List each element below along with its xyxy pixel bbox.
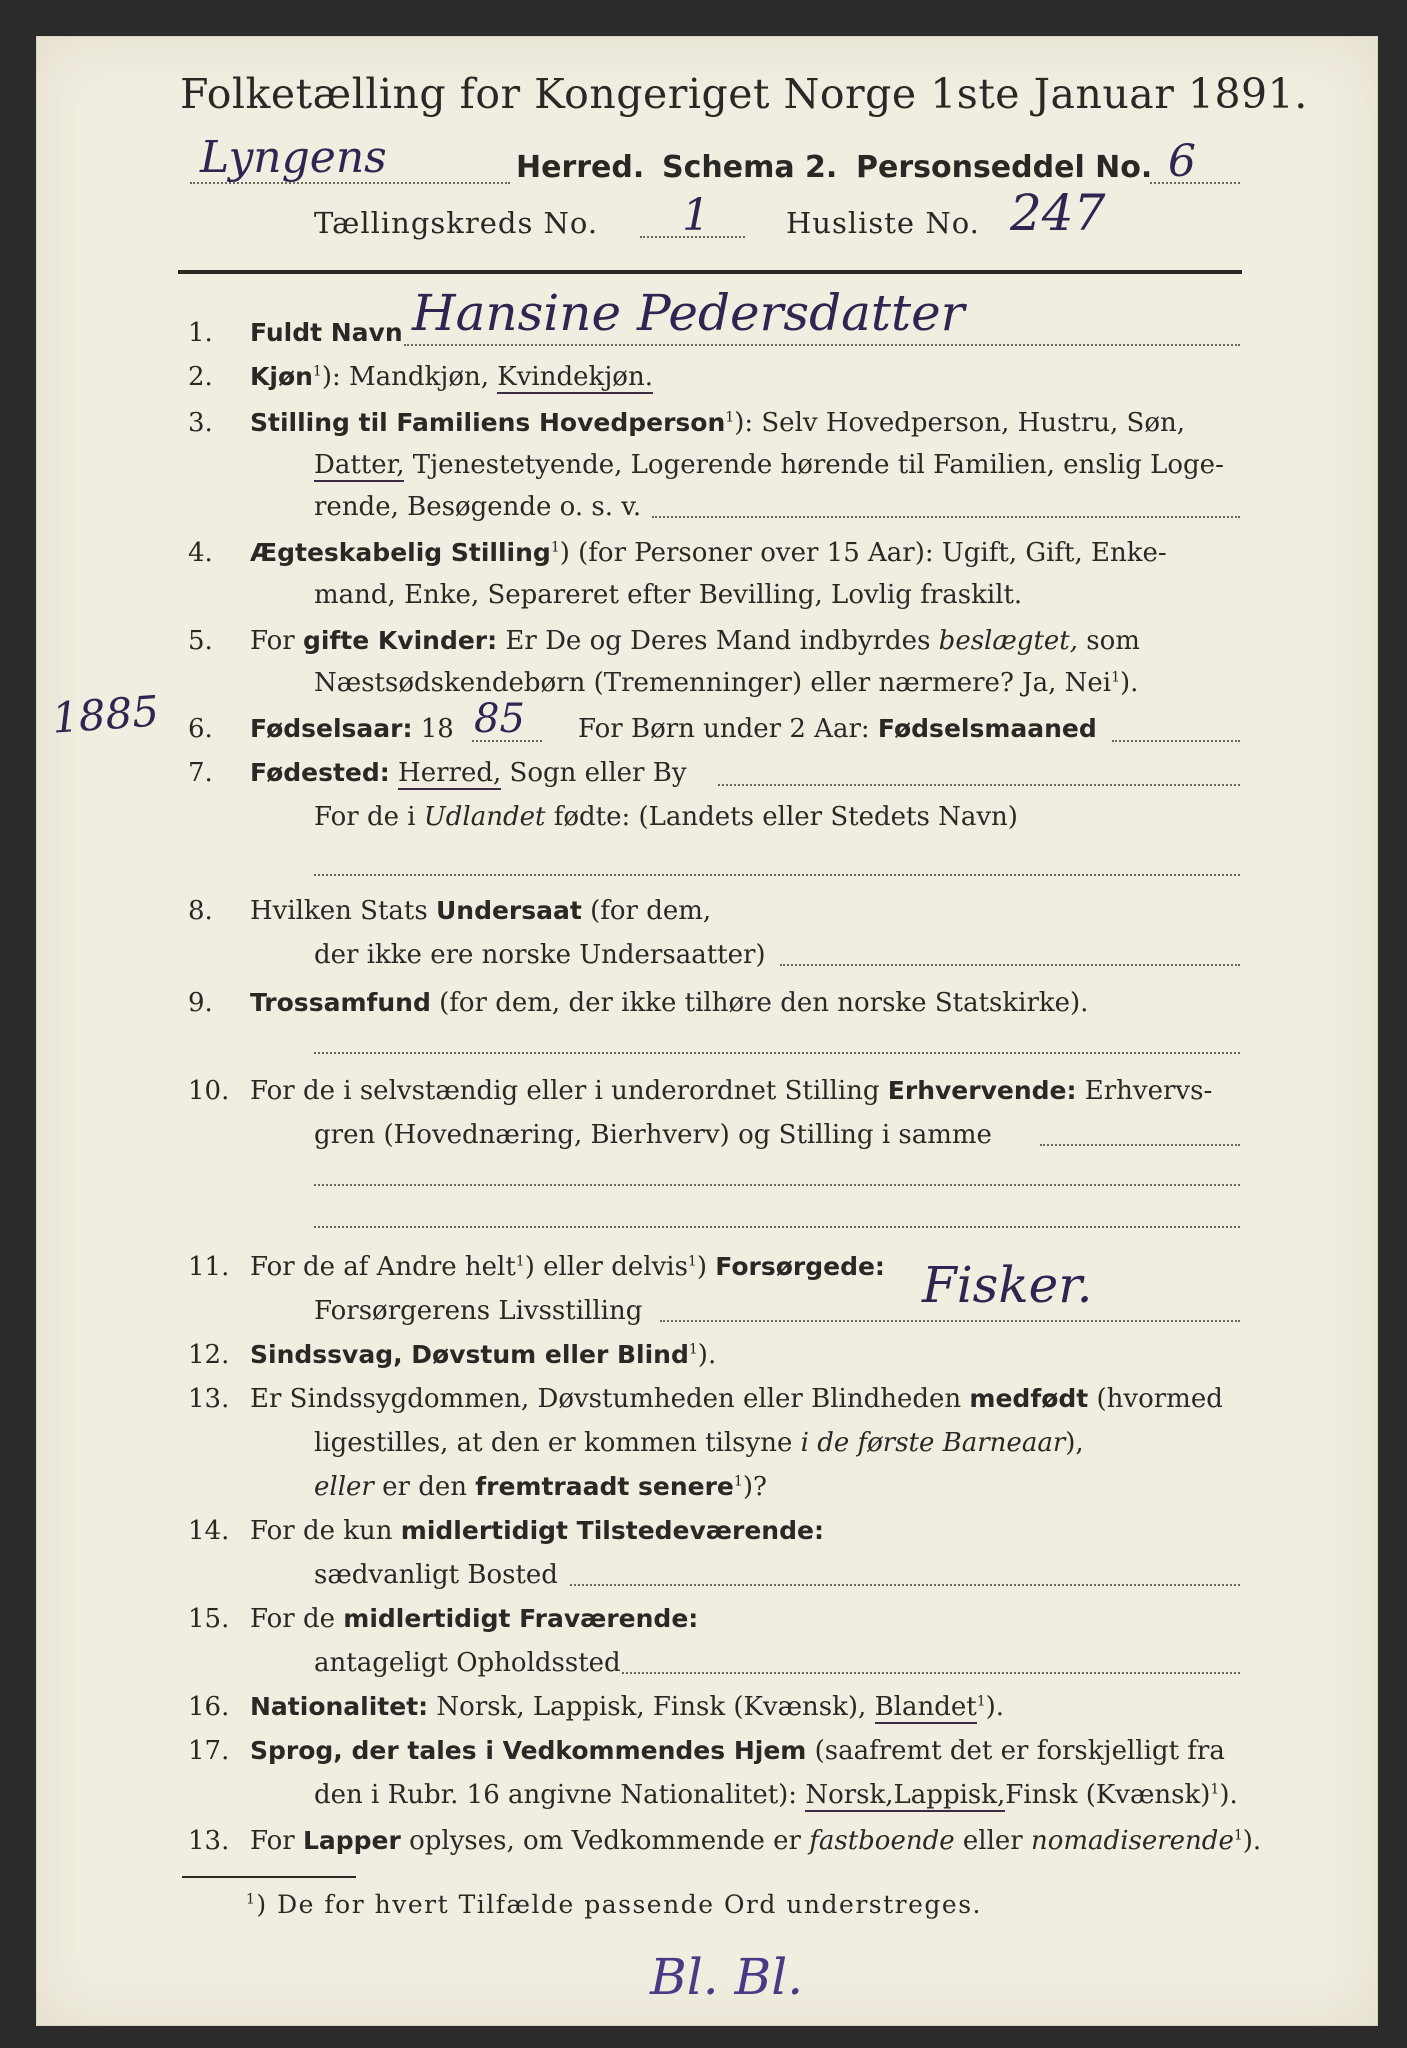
q6-year-handwritten: 85 (474, 696, 525, 742)
q12-text: Sindssvag, Døvstum eller Blind$^1$). (250, 1340, 717, 1370)
q13-number: 13. (188, 1384, 230, 1414)
q7-dots-1 (718, 784, 1240, 786)
q6-number: 6. (188, 714, 213, 744)
husliste-label: Husliste No. (786, 206, 980, 240)
q8-line1: Hvilken Stats Undersaat (for dem, (250, 896, 712, 926)
q18-text: For Lapper oplyses, om Vedkommende er fastboende eller nomadiserende$^1$). (250, 1826, 1262, 1856)
personseddel-dots (1150, 182, 1240, 184)
q14-line1: For de kun midlertidigt Tilstedeværende: (250, 1516, 824, 1546)
q10-dots-1 (1040, 1144, 1240, 1146)
q2-underlined-answer: Kvindekjøn. (497, 362, 653, 392)
q9-dots (314, 1052, 1240, 1054)
q11-answer: Fisker. (922, 1256, 1093, 1314)
husliste-handwritten: 247 (1010, 184, 1106, 242)
q10-dots-2 (314, 1184, 1240, 1186)
q3-number: 3. (188, 408, 213, 438)
q8-line2: der ikke ere norske Undersaatter) (314, 940, 766, 970)
q11-dots (660, 1320, 1240, 1322)
q7-number: 7. (188, 758, 213, 788)
herred-dots (190, 182, 510, 184)
q11-number: 11. (188, 1252, 230, 1282)
q3-line2: Datter, Tjenestetyende, Logerende hørende til Familien, enslig Loge- (314, 450, 1224, 480)
q17-underlined-lappisk: Lappisk, (893, 1780, 1006, 1810)
q17-underlined-norsk: Norsk, (805, 1780, 894, 1810)
q4-line1: Ægteskabelig Stilling$^1$) (for Personer over 15 Aar): Ugift, Gift, Enke- (250, 538, 1167, 568)
q8-dots (780, 964, 1240, 966)
herred-handwritten: Lyngens (200, 132, 387, 183)
q10-line2: gren (Hovednæring, Bierhverv) og Stilling i samme (314, 1120, 992, 1150)
q14-number: 14. (188, 1516, 230, 1546)
q9-number: 9. (188, 988, 213, 1018)
q17-number: 17. (188, 1736, 230, 1766)
q9-text: Trossamfund (for dem, der ikke tilhøre den norske Statskirke). (250, 988, 1089, 1018)
q14-line2: sædvanligt Bosted (314, 1560, 558, 1590)
q17-line2: den i Rubr. 16 angivne Nationalitet): Norsk,Lappisk,Finsk (Kvænsk)$^1$). (314, 1780, 1238, 1810)
kreds-handwritten: 1 (682, 190, 710, 241)
q15-line2: antageligt Opholdssted (314, 1648, 621, 1678)
header-rule (178, 270, 1242, 274)
q2-number: 2. (188, 362, 213, 392)
schema-label: Schema 2. (662, 150, 838, 185)
q6-month-label: For Børn under 2 Aar: Fødselsmaaned (578, 714, 1097, 744)
q4-number: 4. (188, 538, 213, 568)
q13-line1: Er Sindssygdommen, Døvstumheden eller Blindheden medfødt (hvormed (250, 1384, 1223, 1414)
signature: Bl. Bl. (650, 1948, 804, 2006)
q6-margin-year: 1885 (50, 686, 161, 743)
q1-dots (404, 344, 1240, 346)
q3-underlined-answer: Datter, (314, 450, 405, 480)
q3-line1: Stilling til Familiens Hovedperson$^1$): Selv Hovedperson, Hustru, Søn, (250, 408, 1186, 438)
q3-line3: rende, Besøgende o. s. v. (314, 492, 642, 522)
q1-number: 1. (188, 318, 213, 348)
q16-underlined-answer: Blandet (874, 1692, 977, 1722)
q15-number: 15. (188, 1604, 230, 1634)
q6-label: Fødselsaar: 18 (250, 714, 454, 744)
kreds-dots (640, 236, 745, 238)
q2-text: Kjøn$^1$): Mandkjøn, Kvindekjøn. (250, 362, 653, 392)
q10-line1: For de i selvstændig eller i underordnet Stilling Erhvervende: Erhvervs- (250, 1076, 1213, 1106)
form-title: Folketælling for Kongeriget Norge 1ste Januar 1891. (180, 70, 1308, 118)
q15-line1: For de midlertidigt Fraværende: (250, 1604, 699, 1634)
personseddel-handwritten: 6 (1168, 136, 1196, 187)
q10-number: 10. (188, 1076, 230, 1106)
q6-year-dots (472, 740, 542, 742)
q5-number: 5. (188, 626, 213, 656)
footnote: $^1$) De for hvert Tilfælde passende Ord understreges. (246, 1890, 982, 1919)
q7-dots-2 (314, 874, 1240, 876)
q10-dots-3 (314, 1226, 1240, 1228)
q11-line2: Forsørgerens Livsstilling (314, 1296, 643, 1326)
herred-label: Herred. (516, 150, 645, 185)
personseddel-label: Personseddel No. (856, 150, 1153, 185)
q12-number: 12. (188, 1340, 230, 1370)
q4-line2: mand, Enke, Separeret efter Bevilling, Lovlig fraskilt. (314, 580, 1023, 610)
q1-label: Fuldt Navn (250, 318, 403, 347)
q7-underlined-answer: Herred, (398, 758, 502, 788)
q14-dots (570, 1584, 1240, 1586)
q16-text: Nationalitet: Norsk, Lappisk, Finsk (Kvænsk), Blandet$^1$). (250, 1692, 1005, 1722)
q8-number: 8. (188, 896, 213, 926)
q13-line3: eller er den fremtraadt senere$^1$)? (314, 1472, 767, 1502)
q5-line1: For gifte Kvinder: Er De og Deres Mand indbyrdes beslægtet, som (250, 626, 1140, 656)
q16-number: 16. (188, 1692, 230, 1722)
footnote-rule (182, 1876, 356, 1878)
q5-line2: Næstsødskendebørn (Tremenninger) eller nærmere? Ja, Nei$^1$). (314, 668, 1139, 698)
q3-dots (652, 516, 1240, 518)
q7-line2: For de i Udlandet fødte: (Landets eller Stedets Navn) (314, 802, 1018, 832)
q11-line1: For de af Andre helt$^1$) eller delvis$^1$) Forsørgede: (250, 1252, 885, 1282)
kreds-label: Tællingskreds No. (314, 206, 599, 240)
q18-number: 13. (188, 1826, 230, 1856)
q15-dots (622, 1672, 1240, 1674)
q13-line2: ligestilles, at den er kommen tilsyne i de første Barneaar), (314, 1428, 1084, 1458)
q1-answer: Hansine Pedersdatter (412, 284, 965, 342)
q7-line1: Fødested: Herred, Sogn eller By (250, 758, 687, 788)
q6-month-dots (1112, 740, 1240, 742)
q17-line1: Sprog, der tales i Vedkommendes Hjem (saafremt det er forskjelligt fra (250, 1736, 1225, 1766)
